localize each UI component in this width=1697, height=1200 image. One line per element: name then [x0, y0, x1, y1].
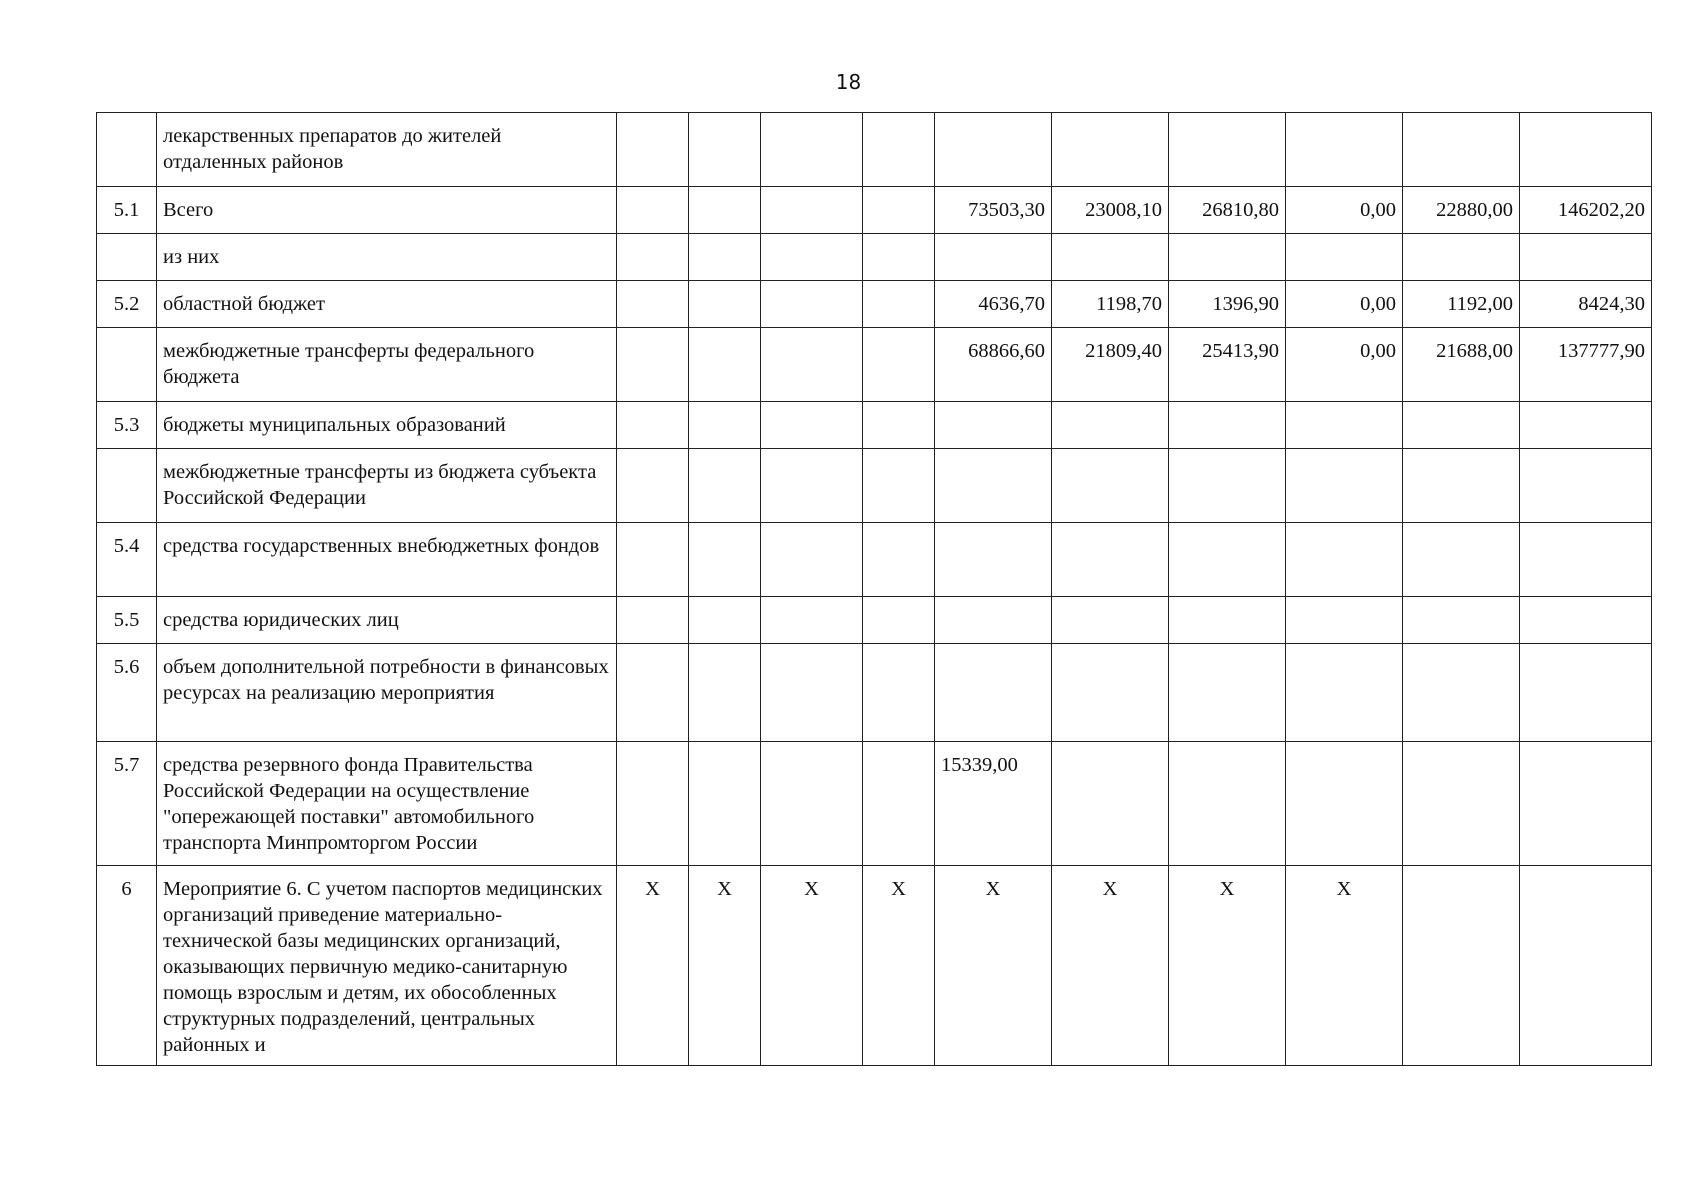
table-row: [97, 523, 1652, 597]
row-description: средства резервного фонда Правительства Российской Федерации на осуществление "опережающей поставки" автомобильного транспорта Минпромторгом России: [157, 742, 617, 866]
value-cell: [1052, 234, 1169, 281]
value-cell: [1520, 742, 1652, 866]
value-cell: [617, 281, 689, 328]
value-cell: [617, 234, 689, 281]
value-cell: Х: [761, 866, 863, 1066]
value-cell: [761, 644, 863, 742]
value-cell: 21809,40: [1052, 328, 1169, 402]
value-cell: [1052, 402, 1169, 449]
table-row: [97, 449, 1652, 523]
value-cell: 1192,00: [1403, 281, 1520, 328]
value-cell: 21688,00: [1403, 328, 1520, 402]
value-cell: 22880,00: [1403, 187, 1520, 234]
table-row: [97, 113, 1652, 187]
value-cell: [1169, 644, 1286, 742]
value-cell: Х: [935, 866, 1052, 1066]
value-cell: [863, 187, 935, 234]
row-description: Мероприятие 6. С учетом паспортов медицинских организаций приведение материально-технической базы медицинских организаций, оказывающих первичную медико-санитарную помощь взрослым и детям, их обособленных структурных подразделений, центральных районных и: [157, 866, 617, 1066]
value-cell: [1169, 402, 1286, 449]
value-cell: [1403, 234, 1520, 281]
value-cell: [1403, 742, 1520, 866]
table-row: [97, 234, 1652, 281]
value-cell: [689, 187, 761, 234]
value-cell: [689, 328, 761, 402]
value-cell: [1403, 644, 1520, 742]
value-cell: [1520, 402, 1652, 449]
value-cell: 1396,90: [1169, 281, 1286, 328]
value-cell: 26810,80: [1169, 187, 1286, 234]
value-cell: [1286, 523, 1403, 597]
value-cell: [935, 402, 1052, 449]
value-cell: [1052, 742, 1169, 866]
value-cell: [1169, 234, 1286, 281]
value-cell: 73503,30: [935, 187, 1052, 234]
value-cell: 8424,30: [1520, 281, 1652, 328]
value-cell: [617, 113, 689, 187]
row-description: Всего: [157, 187, 617, 234]
value-cell: Х: [1286, 866, 1403, 1066]
value-cell: [761, 328, 863, 402]
row-number: 5.7: [97, 742, 157, 866]
value-cell: [1520, 523, 1652, 597]
value-cell: [689, 113, 761, 187]
value-cell: [761, 402, 863, 449]
value-cell: [617, 742, 689, 866]
value-cell: [689, 523, 761, 597]
value-cell: [617, 328, 689, 402]
value-cell: [689, 597, 761, 644]
row-number: 5.3: [97, 402, 157, 449]
value-cell: [689, 742, 761, 866]
value-cell: [1520, 866, 1652, 1066]
value-cell: [1169, 449, 1286, 523]
value-cell: 68866,60: [935, 328, 1052, 402]
value-cell: [761, 742, 863, 866]
table-row: [97, 866, 1652, 1066]
value-cell: [689, 402, 761, 449]
value-cell: [1169, 113, 1286, 187]
value-cell: [935, 644, 1052, 742]
value-cell: [1520, 234, 1652, 281]
value-cell: [863, 328, 935, 402]
value-cell: [1286, 742, 1403, 866]
value-cell: [761, 449, 863, 523]
value-cell: 15339,00: [935, 742, 1052, 866]
table-row: [97, 402, 1652, 449]
row-number: 6: [97, 866, 157, 1066]
value-cell: [689, 644, 761, 742]
page-number: 18: [835, 70, 862, 94]
value-cell: [935, 523, 1052, 597]
value-cell: [617, 523, 689, 597]
value-cell: [863, 597, 935, 644]
row-description: межбюджетные трансферты федерального бюджета: [157, 328, 617, 402]
table-row: [97, 328, 1652, 402]
value-cell: [863, 402, 935, 449]
value-cell: [1520, 597, 1652, 644]
value-cell: [1052, 597, 1169, 644]
row-description: областной бюджет: [157, 281, 617, 328]
table-row: [97, 597, 1652, 644]
value-cell: [1286, 449, 1403, 523]
value-cell: [617, 402, 689, 449]
row-number: [97, 449, 157, 523]
value-cell: [1286, 597, 1403, 644]
value-cell: [1286, 113, 1403, 187]
row-number: 5.1: [97, 187, 157, 234]
value-cell: [1286, 234, 1403, 281]
value-cell: [1520, 644, 1652, 742]
table-row: [97, 742, 1652, 866]
row-number: 5.5: [97, 597, 157, 644]
value-cell: [863, 113, 935, 187]
value-cell: [689, 449, 761, 523]
value-cell: 25413,90: [1169, 328, 1286, 402]
value-cell: [1403, 597, 1520, 644]
value-cell: 0,00: [1286, 281, 1403, 328]
value-cell: [1520, 113, 1652, 187]
value-cell: [1403, 866, 1520, 1066]
value-cell: 146202,20: [1520, 187, 1652, 234]
value-cell: [689, 281, 761, 328]
value-cell: 23008,10: [1052, 187, 1169, 234]
value-cell: [1286, 402, 1403, 449]
row-description: объем дополнительной потребности в финансовых ресурсах на реализацию мероприятия: [157, 644, 617, 742]
value-cell: [863, 523, 935, 597]
value-cell: [761, 234, 863, 281]
row-number: 5.4: [97, 523, 157, 597]
value-cell: [617, 449, 689, 523]
value-cell: [1403, 402, 1520, 449]
value-cell: [935, 113, 1052, 187]
value-cell: [1403, 449, 1520, 523]
value-cell: 4636,70: [935, 281, 1052, 328]
row-description: лекарственных препаратов до жителей отдаленных районов: [157, 113, 617, 187]
value-cell: [1169, 742, 1286, 866]
value-cell: [761, 113, 863, 187]
value-cell: [1052, 523, 1169, 597]
row-number: [97, 234, 157, 281]
value-cell: [863, 449, 935, 523]
value-cell: [761, 187, 863, 234]
row-description: из них: [157, 234, 617, 281]
value-cell: [935, 449, 1052, 523]
table-row: [97, 281, 1652, 328]
value-cell: [1052, 113, 1169, 187]
value-cell: [863, 644, 935, 742]
funding-table: [96, 112, 1652, 1066]
value-cell: [1052, 644, 1169, 742]
value-cell: [863, 281, 935, 328]
table-row: [97, 644, 1652, 742]
value-cell: [1403, 523, 1520, 597]
value-cell: [863, 742, 935, 866]
value-cell: 1198,70: [1052, 281, 1169, 328]
row-number: [97, 113, 157, 187]
value-cell: [1169, 523, 1286, 597]
row-description: бюджеты муниципальных образований: [157, 402, 617, 449]
value-cell: [1169, 597, 1286, 644]
value-cell: [761, 523, 863, 597]
value-cell: [617, 187, 689, 234]
row-number: 5.2: [97, 281, 157, 328]
value-cell: [761, 597, 863, 644]
value-cell: Х: [617, 866, 689, 1066]
value-cell: [863, 234, 935, 281]
value-cell: [935, 234, 1052, 281]
value-cell: [617, 644, 689, 742]
value-cell: [1052, 449, 1169, 523]
row-description: межбюджетные трансферты из бюджета субъекта Российской Федерации: [157, 449, 617, 523]
value-cell: Х: [1052, 866, 1169, 1066]
row-number: [97, 328, 157, 402]
value-cell: 0,00: [1286, 187, 1403, 234]
value-cell: Х: [1169, 866, 1286, 1066]
value-cell: [1520, 449, 1652, 523]
row-description: средства государственных внебюджетных фондов: [157, 523, 617, 597]
table-row: [97, 187, 1652, 234]
row-number: 5.6: [97, 644, 157, 742]
value-cell: 0,00: [1286, 328, 1403, 402]
value-cell: [689, 234, 761, 281]
row-description: средства юридических лиц: [157, 597, 617, 644]
value-cell: [761, 281, 863, 328]
value-cell: 137777,90: [1520, 328, 1652, 402]
value-cell: Х: [689, 866, 761, 1066]
value-cell: [935, 597, 1052, 644]
value-cell: [617, 597, 689, 644]
value-cell: [1403, 113, 1520, 187]
value-cell: Х: [863, 866, 935, 1066]
value-cell: [1286, 644, 1403, 742]
